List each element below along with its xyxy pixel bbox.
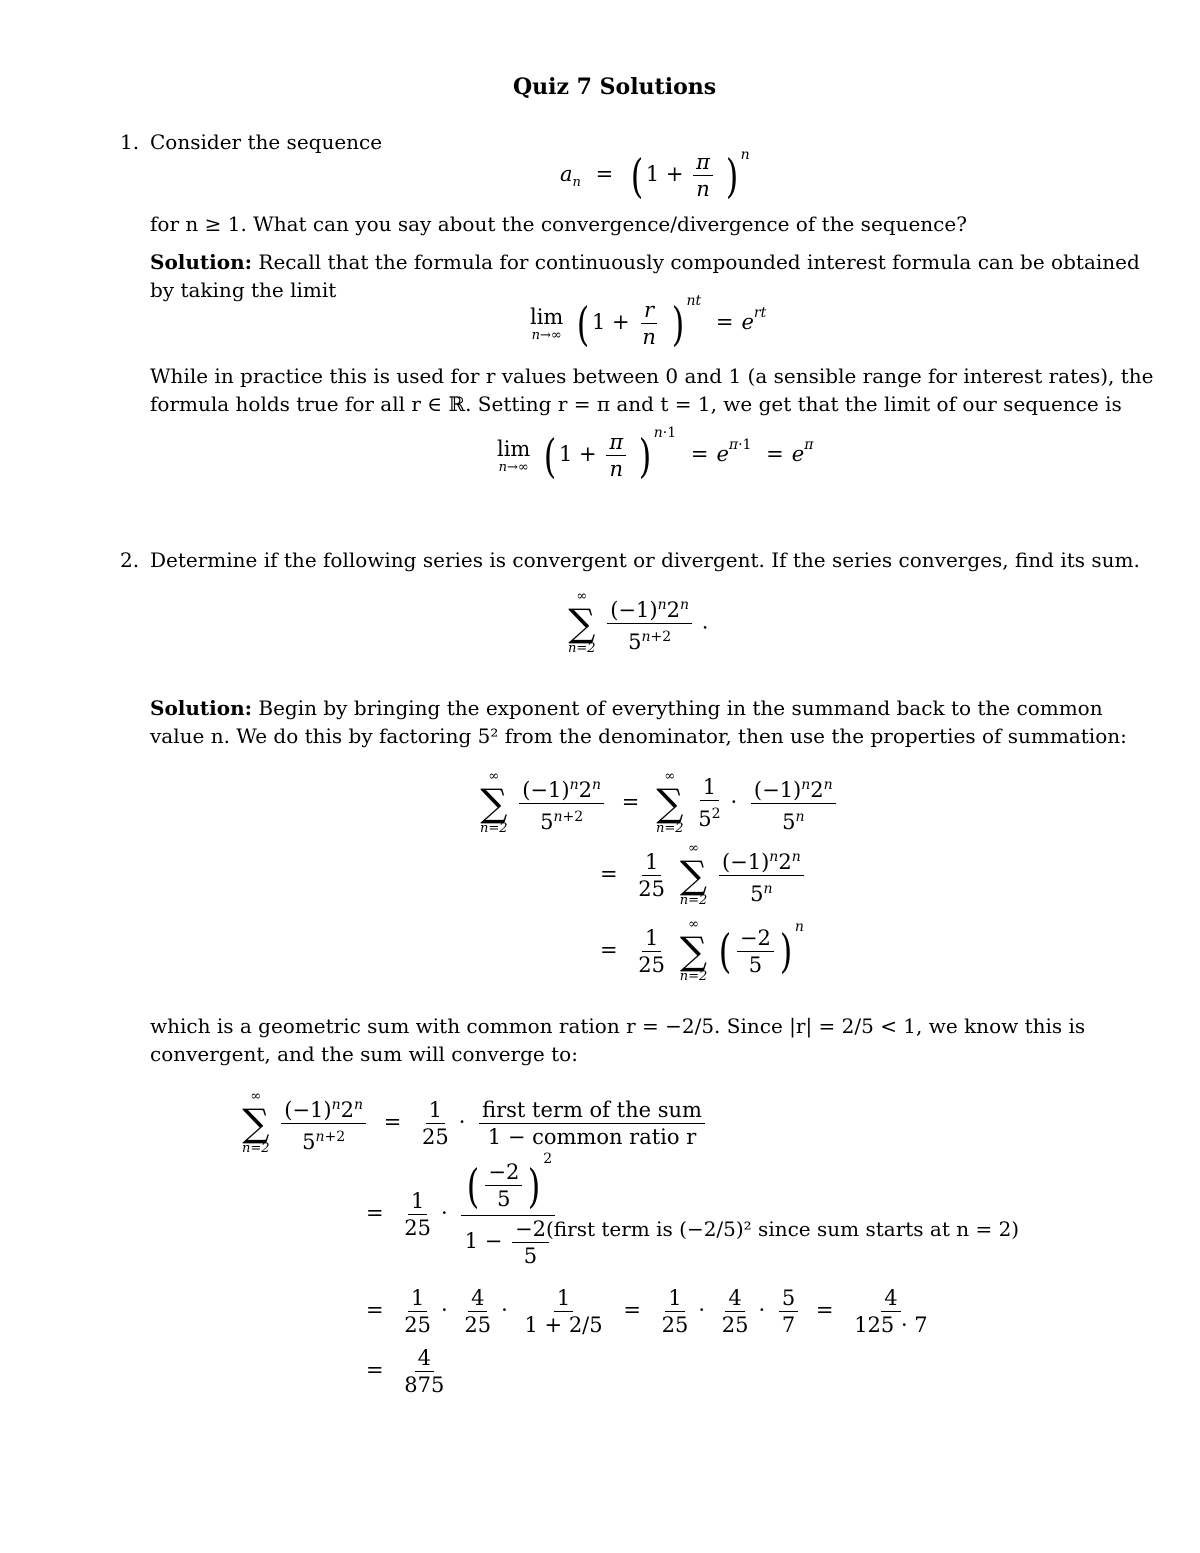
solution-text: Recall that the formula for continuously compounded interest formula can be obtained: [258, 250, 1140, 274]
question-2-solution-line1: [150, 694, 1103, 722]
solution-label: Solution:: [150, 250, 253, 274]
question-2-number: 2.: [120, 548, 140, 572]
sequence-limit-result: lim n→∞ ( 1 + $\frac{\pi}{n}$ ) $^{n\cdot 1} = e^{\pi\cdot 1} = e^\pi$: [497, 425, 814, 483]
question-1-solution-line1: [150, 248, 1140, 276]
first-term-denominator: 1 − common ratio r: [487, 1124, 697, 1149]
first-term-note: (first term is (−2/5)² since sum starts at n = 2): [546, 1217, 1020, 1241]
geometric-line1: which is a geometric sum with common ration r = −2/5. Since |r| = 2/5 < 1, we know this is: [150, 1014, 1086, 1038]
substitution-step: = $\frac{1}{25}$ · ( $\frac{-2}{5}$ ) $^2$ 1 − $\frac{-2}{5}$: [366, 1160, 558, 1268]
question-2-solution-line2: value n. We do this by factoring 5² from the denominator, then use the properties of summation:: [150, 724, 1127, 748]
page-title: Quiz 7 Solutions: [513, 74, 717, 100]
first-term-numerator: first term of the sum: [479, 1098, 705, 1124]
question-1-followup: for n ≥ 1. What can you say about the convergence/divergence of the sequence?: [150, 212, 967, 236]
question-2-prompt: Determine if the following series is convergent or divergent. If the series converges, find its sum.: [150, 548, 1140, 572]
series-expression: ∞ ∑ n=2 $\frac{(-1)^n2^n}{5^{n+2}}$ .: [568, 589, 709, 656]
final-answer: = $\frac{4}{875}$: [366, 1346, 450, 1397]
question-1-prompt: Consider the sequence: [150, 130, 383, 154]
question-1-solution-line2: by taking the limit: [150, 278, 337, 302]
solution-label: Solution:: [150, 696, 253, 720]
derivation-step-1: ∞ ∑ n=2 $\frac{(-1)^n2^n}{5^{n+2}}$ = ∞ ∑ n=2 $\frac{1}{5^2}$ · $\frac{(-1)^n2^n}{5^n}$: [478, 770, 839, 836]
question-1-number: 1.: [120, 130, 140, 154]
solution-text: Begin by bringing the exponent of everything in the summand back to the common: [258, 696, 1103, 720]
final-answer-denominator: 875: [404, 1373, 445, 1397]
geometric-line2: convergent, and the sum will converge to:: [150, 1042, 578, 1066]
sequence-formula: $a_n$ = ( 1 + $\frac{\pi}{n}$ ) $^n$: [560, 147, 750, 203]
question-1-para2-line2: formula holds true for all r ∈ ℝ. Setting r = π and t = 1, we get that the limit of our sequence is: [150, 392, 1122, 416]
final-answer-numerator: 4: [415, 1346, 434, 1372]
simplification-step: = $\frac{1}{25}$ · $\frac{4}{25}$ · $\frac{1}{1 + 2/5}$ = $\frac{1}{25}$ · $\frac{4}{25}$ · $\frac{5}{7}$ = $\frac{4}{125 \cdot 7}$: [366, 1286, 928, 1337]
sum-formula-step: ∞ ∑ n=2 $\frac{(-1)^n2^n}{5^{n+2}}$ = $\frac{1}{25}$ · $\frac{\text{first term of the sum}}{\text{1 − common ratio r}}$: [240, 1090, 708, 1156]
derivation-step-3: = $\frac{1}{25}$ ∞ ∑ n=2 ( $\frac{-2}{5}$ ) $^n$: [600, 917, 804, 984]
question-1-para2-line1: While in practice this is used for r values between 0 and 1 (a sensible range for interest rates), the: [150, 364, 1154, 388]
derivation-step-2: = $\frac{1}{25}$ ∞ ∑ n=2 $\frac{(-1)^n2^n}{5^n}$: [600, 842, 807, 908]
compound-interest-limit: lim n→∞ ( 1 + $\frac{r}{n}$ ) $^{nt} = e^{rt}$: [530, 293, 767, 351]
